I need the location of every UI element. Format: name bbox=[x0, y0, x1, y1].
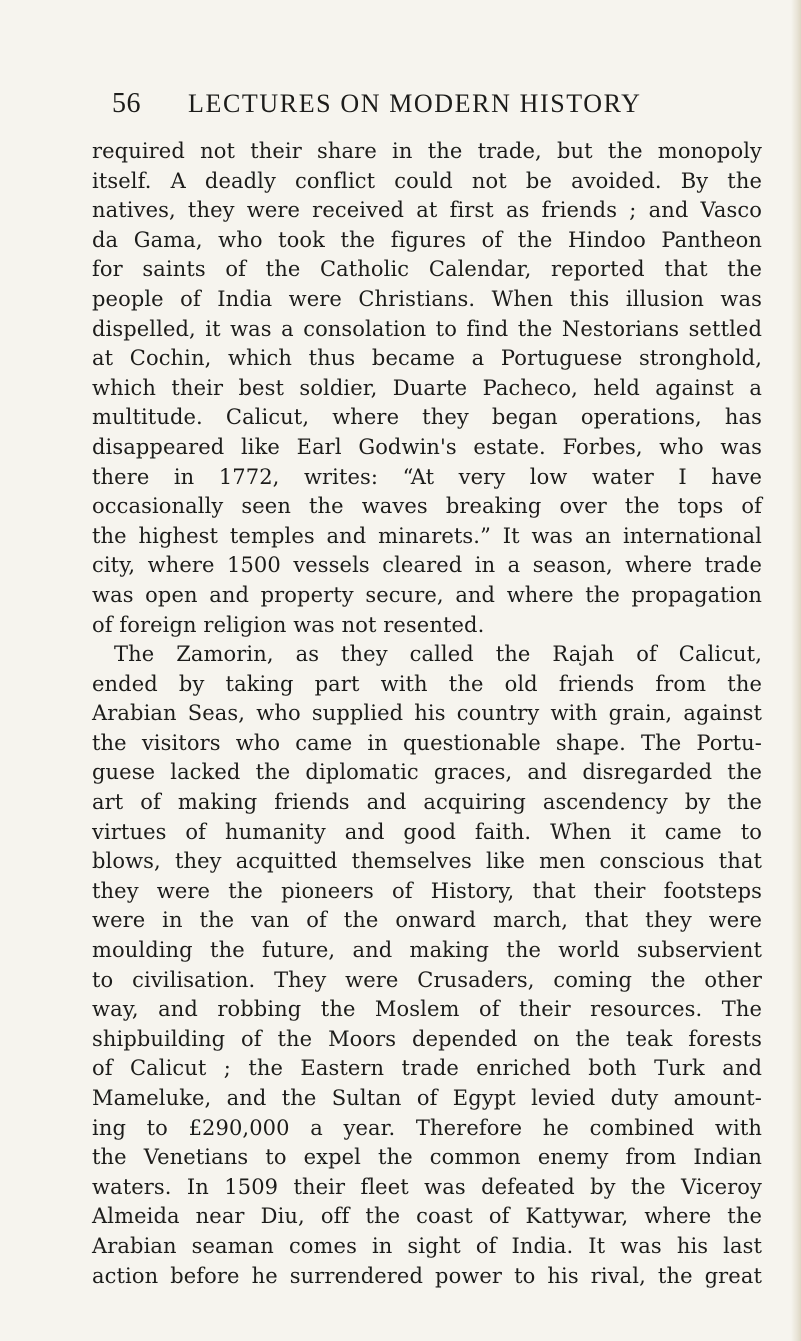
running-head bbox=[112, 88, 732, 128]
body-text bbox=[92, 137, 762, 1291]
text-line: ended by taking part with the old friends from the bbox=[92, 671, 762, 696]
text-line: at Cochin, which thus became a Portuguese stronghold, bbox=[92, 346, 762, 371]
text-line: of Calicut ; the Eastern trade enriched both Turk and bbox=[92, 1056, 762, 1081]
text-line: people of India were Christians. When this illusion was bbox=[92, 286, 762, 311]
text-line: guese lacked the diplomatic graces, and disregarded the bbox=[92, 760, 762, 785]
text-line: of foreign religion was not resented. bbox=[92, 612, 485, 637]
text-line: required not their share in the trade, but the monopoly bbox=[92, 139, 762, 163]
text-line: art of making friends and acquiring ascendency by the bbox=[92, 790, 762, 815]
text-line: disappeared like Earl Godwin's estate. Forbes, who was bbox=[92, 434, 762, 459]
text-line: dispelled, it was a consolation to find the Nestorians settled bbox=[92, 316, 762, 341]
text-line: way, and robbing the Moslem of their resources. The bbox=[92, 997, 762, 1022]
text-line: they were the pioneers of History, that their footsteps bbox=[92, 878, 762, 903]
text-line: blows, they acquitted themselves like men conscious that bbox=[92, 849, 762, 874]
text-line: which their best soldier, Duarte Pacheco, held against a bbox=[92, 375, 762, 400]
text-line: for saints of the Catholic Calendar, reported that the bbox=[92, 257, 762, 282]
page-edge bbox=[791, 0, 801, 1341]
text-line: the visitors who came in questionable shape. The Portu- bbox=[92, 730, 762, 755]
text-line: city, where 1500 vessels cleared in a season, where trade bbox=[92, 553, 762, 578]
text-line: the Venetians to expel the common enemy from Indian bbox=[92, 1145, 762, 1170]
text-line: da Gama, who took the figures of the Hindoo Pantheon bbox=[92, 227, 762, 252]
text-line: The Zamorin, as they called the Rajah of Calicut, bbox=[114, 642, 762, 667]
book-title: LECTURES ON MODERN HISTORY bbox=[188, 89, 642, 118]
text-line: virtues of humanity and good faith. When it came to bbox=[92, 819, 762, 844]
text-line: natives, they were received at first as friends ; and Vasco bbox=[92, 198, 762, 223]
text-line: to civilisation. They were Crusaders, coming the other bbox=[92, 967, 762, 992]
text-line: itself. A deadly conflict could not be avoided. By the bbox=[92, 168, 762, 193]
text-line: occasionally seen the waves breaking over the tops of bbox=[92, 494, 762, 519]
text-line: action before he surrendered power to his rival, the great bbox=[92, 1263, 762, 1288]
text-line: Arabian Seas, who supplied his country with grain, against bbox=[92, 701, 762, 726]
text-line: were in the van of the onward march, that they were bbox=[92, 908, 762, 933]
text-line: Arabian seaman comes in sight of India. It was his last bbox=[92, 1233, 762, 1258]
text-line: multitude. Calicut, where they began operations, has bbox=[92, 405, 762, 430]
text-line: shipbuilding of the Moors depended on the teak forests bbox=[92, 1026, 762, 1051]
text-line: Mameluke, and the Sultan of Egypt levied duty amount- bbox=[92, 1086, 762, 1110]
text-line: the highest temples and minarets.” It was an international bbox=[92, 523, 762, 548]
page-number: 56 bbox=[112, 88, 141, 119]
text-line: ing to £290,000 a year. Therefore he combined with bbox=[92, 1115, 762, 1140]
text-line: waters. In 1509 their fleet was defeated by the Viceroy bbox=[92, 1174, 762, 1199]
text-line: Almeida near Diu, off the coast of Kattywar, where the bbox=[92, 1204, 762, 1229]
text-line: moulding the future, and making the world subservient bbox=[92, 938, 762, 963]
text-line: there in 1772, writes: “At very low water I have bbox=[92, 464, 762, 489]
text-line: was open and property secure, and where the propagation bbox=[92, 582, 762, 607]
